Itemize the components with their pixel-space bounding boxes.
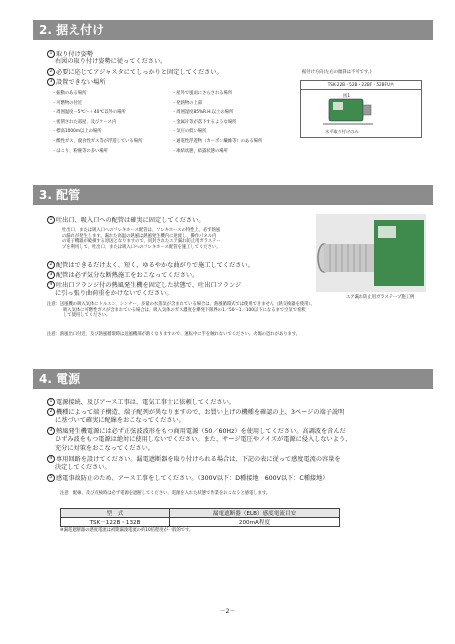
list-item: ・密閉された部屋、及びケース内 xyxy=(52,119,117,125)
table-cell: TSK－122B・132B xyxy=(61,518,170,527)
machine-illustration xyxy=(323,93,373,127)
circle-number-4: 4 xyxy=(47,455,55,463)
figure-title: 据付け方向(左右の傾斜は不可です。) xyxy=(302,70,372,75)
install-item-3: 3 設置できない場所 xyxy=(47,78,106,87)
list-item: ・屋外で風雨にさらされる場所 xyxy=(172,91,233,96)
list-item: ・ほこり、粉塵等の多い場所 xyxy=(52,148,108,154)
figure-model-label: TSK-22B・52B・22BF・52BFU共 xyxy=(301,81,421,90)
list-item: ・酸性ガス、腐食性ガス等が浮遊している場所 xyxy=(52,138,143,144)
power-item-3-cont-1: ひずみ波をもつ電源は絶対に使用しないでください。また、サージ電圧やノイズが電源に侵入しないよう、 xyxy=(55,436,352,443)
table-header-row xyxy=(61,509,340,518)
install-left-list xyxy=(52,89,142,156)
piping-item-1-body xyxy=(62,228,221,250)
piping-item-4: 4 吐出口フランジ付の熱風発生機を固定した状態で、吐出口フランジ xyxy=(47,281,241,290)
section-title-piping: 3. 配管 xyxy=(33,185,433,205)
note-line: 吸入気体に可燃性ガスが含まれている場合は、吸入気体のガス濃度を爆発下限界の1／50～1／100以下になるまで空気で希釈 xyxy=(63,307,306,313)
list-item: ・気圧の低い場所 xyxy=(172,129,207,135)
circle-number-5: 5 xyxy=(47,474,55,482)
circle-number-2: 2 xyxy=(47,408,55,416)
power-item-4: 4 専用回路を設けてください。漏電遮断器を取り付けられる場合は、下記の表に従って感度電流の容量を xyxy=(47,455,341,464)
figure-caption-2: 水平取り付けのみ xyxy=(325,129,359,134)
power-item-2-cont: に基づいて確実に配線をおこなってください。 xyxy=(55,417,185,424)
install-item-1: 1 取り付け姿勢 xyxy=(47,50,93,59)
circle-number-3: 3 xyxy=(47,427,55,435)
list-item: ・金属片等が落下するような場所 xyxy=(172,119,237,125)
page-number: －2－ xyxy=(219,608,236,615)
note-line: 注意：送風機の吸入気体にトルエン、シンナー、多量の水蒸気が含まれている場合は、熱風循環式では使用できません（熱交換器を使用）。 xyxy=(47,302,315,307)
list-item: ・振動のある場所 xyxy=(52,91,87,96)
install-figure xyxy=(300,80,422,138)
circle-number-3: 3 xyxy=(47,78,55,86)
power-item-4-cont: 決定してください。 xyxy=(55,464,111,471)
circle-number-1: 1 xyxy=(47,398,55,406)
list-item: ・周囲温度－5℃～＋40℃以外の場所 xyxy=(52,110,126,116)
power-note: 注意 配線、及び点検時は必ず電源を遮断してください。電源を入れた状態で作業をおこなうと感電します。 xyxy=(60,491,271,496)
list-item: ・標高1000m以上の場所 xyxy=(52,129,102,135)
list-item: ・通電性浮遊物（カーボン繊維等）のある場所 xyxy=(172,138,263,144)
body-line: の電子機器が破損する原因となりますので、同封されたエア漏れ防止用ガラステー xyxy=(62,239,221,245)
install-item-1-sub: 右図の取り付け姿勢に従ってください。 xyxy=(55,58,167,65)
piping-item-1: 1 吐出口、吸入口への配管は確実に固定してください。 xyxy=(47,216,205,225)
photo-caption: エア漏れ防止用ガラステープ施工例 xyxy=(346,295,415,300)
hose-photo xyxy=(316,214,426,292)
list-item: ・凍結状態、結露状態の場所 xyxy=(172,148,228,154)
body-line: 吐出口、または吸入口へのフレキホース配管は、フレキホースの特性上、必ず熱風 xyxy=(62,228,221,233)
list-item: ・周囲湿度85%R.H.以上の場所 xyxy=(172,110,234,116)
power-item-5: 5 感電事故防止のため、アース工事をしてください。（300V以下：D種接地 600V以下：C種接地） xyxy=(47,474,328,483)
section-title-power: 4. 電源 xyxy=(33,369,433,389)
figure-caption-1: 図1 xyxy=(343,93,350,98)
circle-number-4: 4 xyxy=(47,281,55,289)
install-item-2: 2 必要に応じてアジャスタにてしっかりと固定してください。 xyxy=(47,68,223,77)
circle-number-1: 1 xyxy=(47,216,55,224)
piping-item-4-cont: に引っ張り曲荷重をかけないでください。 xyxy=(55,290,173,297)
table-cell: 200mA程度 xyxy=(170,518,340,527)
circle-number-2: 2 xyxy=(47,261,55,269)
table-header: 型 式 xyxy=(61,509,170,518)
install-right-list xyxy=(172,89,262,156)
table-row xyxy=(61,518,340,527)
circle-number-3: 3 xyxy=(47,271,55,279)
circle-number-2: 2 xyxy=(47,68,55,76)
elb-table xyxy=(60,508,340,527)
section-title-install: 2. 据え付け xyxy=(33,20,433,40)
power-item-2: 2 機種によって端子構造、端子配列が異なりますので、お買い上げの機種を確認の上、3ページの端子説明 xyxy=(47,408,344,417)
body-line: の漏れが発生します。漏れた高温の熱風は熱風発生機内に逆流し、操作パネル内 xyxy=(62,233,217,239)
table-header: 漏電遮断器（ELB）感度電流目安 xyxy=(170,509,340,518)
circle-number-1: 1 xyxy=(47,50,55,58)
piping-note-1 xyxy=(47,302,315,319)
power-item-1: 1 電源接続、及びアース工事は、電気工事士に依頼してください。 xyxy=(47,398,235,407)
piping-item-2: 2 配管はできるだけ太く、短く、ゆるやかな曲がりで施工してください。 xyxy=(47,261,254,270)
piping-note-2: 注意：熱風出口付近、及び熱風循環時は送風機部が熱くなりますので、運転中に手を触れないでください。火傷の恐れがあります。 xyxy=(47,332,301,337)
note-line: して使用してください。 xyxy=(63,313,111,319)
body-line: プを利用して、吐出口、または吸入口へのフレキホース配管を施工してください。 xyxy=(62,244,221,250)
list-item: ・可燃物の付近 xyxy=(52,100,83,106)
power-footnote: ※漏電遮断器の感度電流は初期漏洩電流の約10倍程度が一般的です。 xyxy=(60,528,194,533)
power-item-3: 3 熱風発生機電源には必ず正弦波波形をもつ商用電源（50／60Hz）を使用してください。高調波を含んだ xyxy=(47,427,346,436)
power-item-3-cont-2: 充分に対策をおこなってください。 xyxy=(55,445,154,452)
list-item: ・発熱物の上部 xyxy=(172,100,203,106)
piping-item-3: 3 配管は必ず気分な断熱施工をおこなってください。 xyxy=(47,271,198,280)
